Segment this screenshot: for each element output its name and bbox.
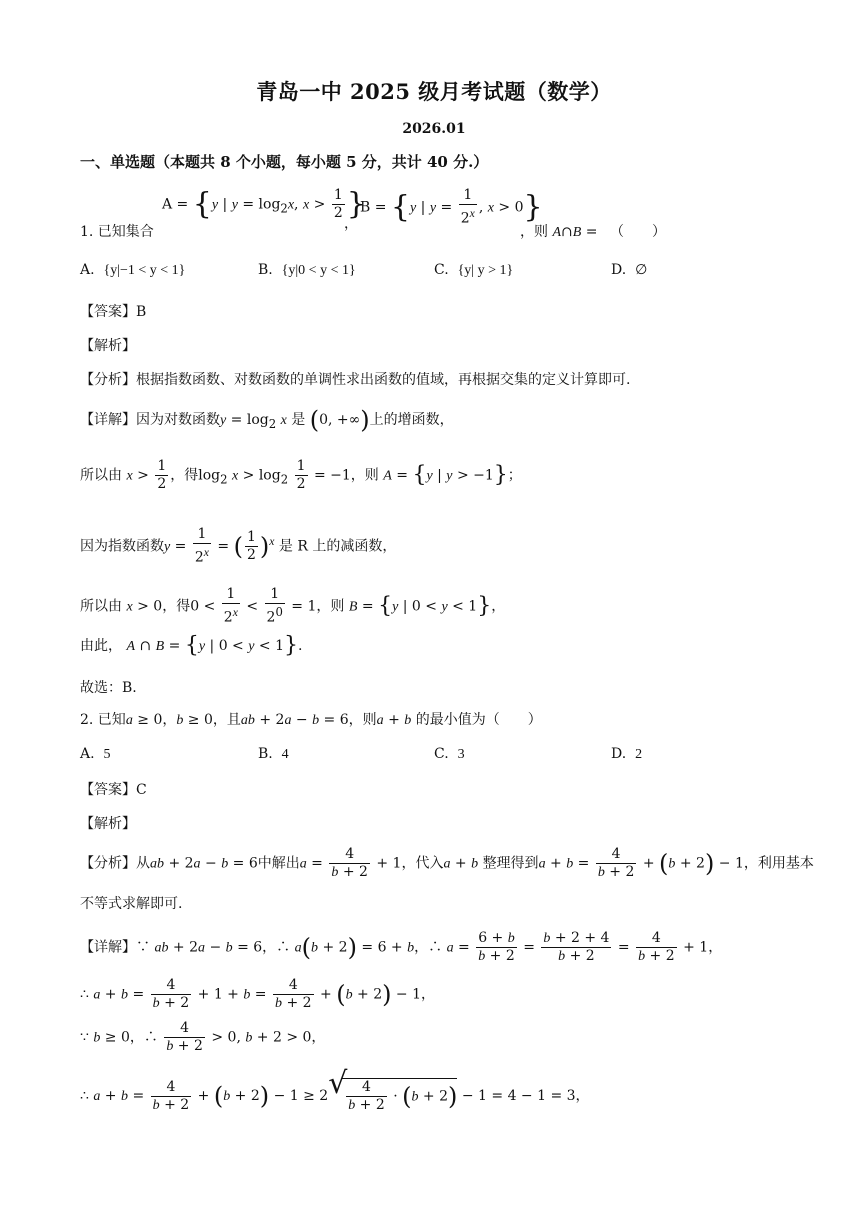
q2-option-c[interactable]: C. 3 [434, 746, 465, 762]
q1-option-a[interactable]: A. {y|−1 < y < 1} [80, 262, 186, 278]
q1-option-b[interactable]: B. {y|0 < y < 1} [258, 262, 356, 278]
q1-line-c: 所以由 x > 0，得0 < $\frac{1}{2^x}$ < $\frac{1}{2^0}$ = 1，则 B = {y | 0 < y < 1}， [80, 586, 506, 626]
q2-option-a[interactable]: A. 5 [80, 746, 111, 762]
section-heading: 一、单选题（本题共 8 个小题，每小题 5 分，共计 40 分.） [80, 153, 489, 171]
q1-line-a: 所以由 x > $\frac{1}{2}$ ，得$\log_2 x > \log_2$ $\frac{1}{2}$ = −1，则 A = {y | y > −1}； [80, 458, 522, 492]
q2-analysis-label: 【解析】 [80, 816, 136, 832]
q1-fenxi: 【分析】根据指数函数、对数函数的单调性求出函数的值域，再根据交集的定义计算即可. [80, 372, 631, 388]
q1-answer: 【答案】B [80, 304, 147, 320]
q1-comma: ， [344, 216, 358, 232]
q1-analysis-label: 【解析】 [80, 338, 136, 354]
exam-date: 2026.01 [402, 121, 466, 137]
q2-xiangjie-3: ∵ b ≥ 0，∴ $\frac{4}{b + 2}$ > 0, b + 2 > 0， [80, 1020, 326, 1054]
q2-option-d[interactable]: D. 2 [611, 746, 643, 762]
q2-answer: 【答案】C [80, 782, 147, 798]
q1-setB: B = {y | y = $\frac{1}{2^x}$ , x > 0} [360, 187, 543, 227]
q1-stem: 1. 已知集合 [80, 224, 154, 240]
q1-ask: ，则 A∩B = （ ） [520, 224, 666, 240]
q2-fenxi: 【分析】从ab + 2a − b = 6中解出a = $\frac{4}{b + 2}$ + 1，代入a + b 整理得到a + b = $\frac{4}{b + 2}$ + (b + 2) − 1，利用基本 [80, 846, 814, 880]
q1-setA: A = {y | $y = \log_2x$, x > $\frac{1}{2}$ } [162, 186, 366, 222]
q1-line-b: 因为指数函数y = $\frac{1}{2^x}$ = ( $\frac{1}{2}$ )$^x$ 是 R 上的减函数， [80, 526, 397, 566]
q1-line-d: 由此， A ∩ B = {y | 0 < y < 1}. [80, 633, 303, 658]
q1-xiangjie: 【详解】因为对数函数$y = \log_2 x$ 是 (0, +∞)上的增函数， [80, 406, 454, 434]
q2-xiangjie-2: ∴ a + b = $\frac{4}{b + 2}$ + 1 + b = $\frac{4}{b + 2}$ + (b + 2) − 1， [80, 977, 436, 1011]
q2-option-b[interactable]: B. 4 [258, 746, 289, 762]
q1-choice: 故选：B. [80, 680, 137, 696]
q2-fenxi-line2: 不等式求解即可. [80, 896, 183, 912]
q1-option-c[interactable]: C. {y| y > 1} [434, 262, 514, 278]
q1-option-d[interactable]: D. ∅ [611, 262, 648, 278]
q2-xiangjie-1: 【详解】∵ ab + 2a − b = 6，∴ a(b + 2) = 6 + b，∴ a = $\frac{6 + b}{b + 2}$ = $\frac{b + 2 + 4}{b + 2}$ = $\frac{4}{b + 2}$ + 1， [80, 930, 723, 964]
q2-xiangjie-4: ∴ a + b = $\frac{4}{b + 2}$ + (b + 2) − 1 ≥ 2 √ $\frac{4}{b + 2}$ · (b + 2) − 1 = 4 − 1 = 3， [80, 1066, 590, 1113]
page-title: 青岛一中 2025 级月考试题（数学） [256, 79, 612, 104]
q2-stem: 2. 已知a ≥ 0，b ≥ 0，且ab + 2a − b = 6，则a + b 的最小值为（ ） [80, 712, 542, 728]
